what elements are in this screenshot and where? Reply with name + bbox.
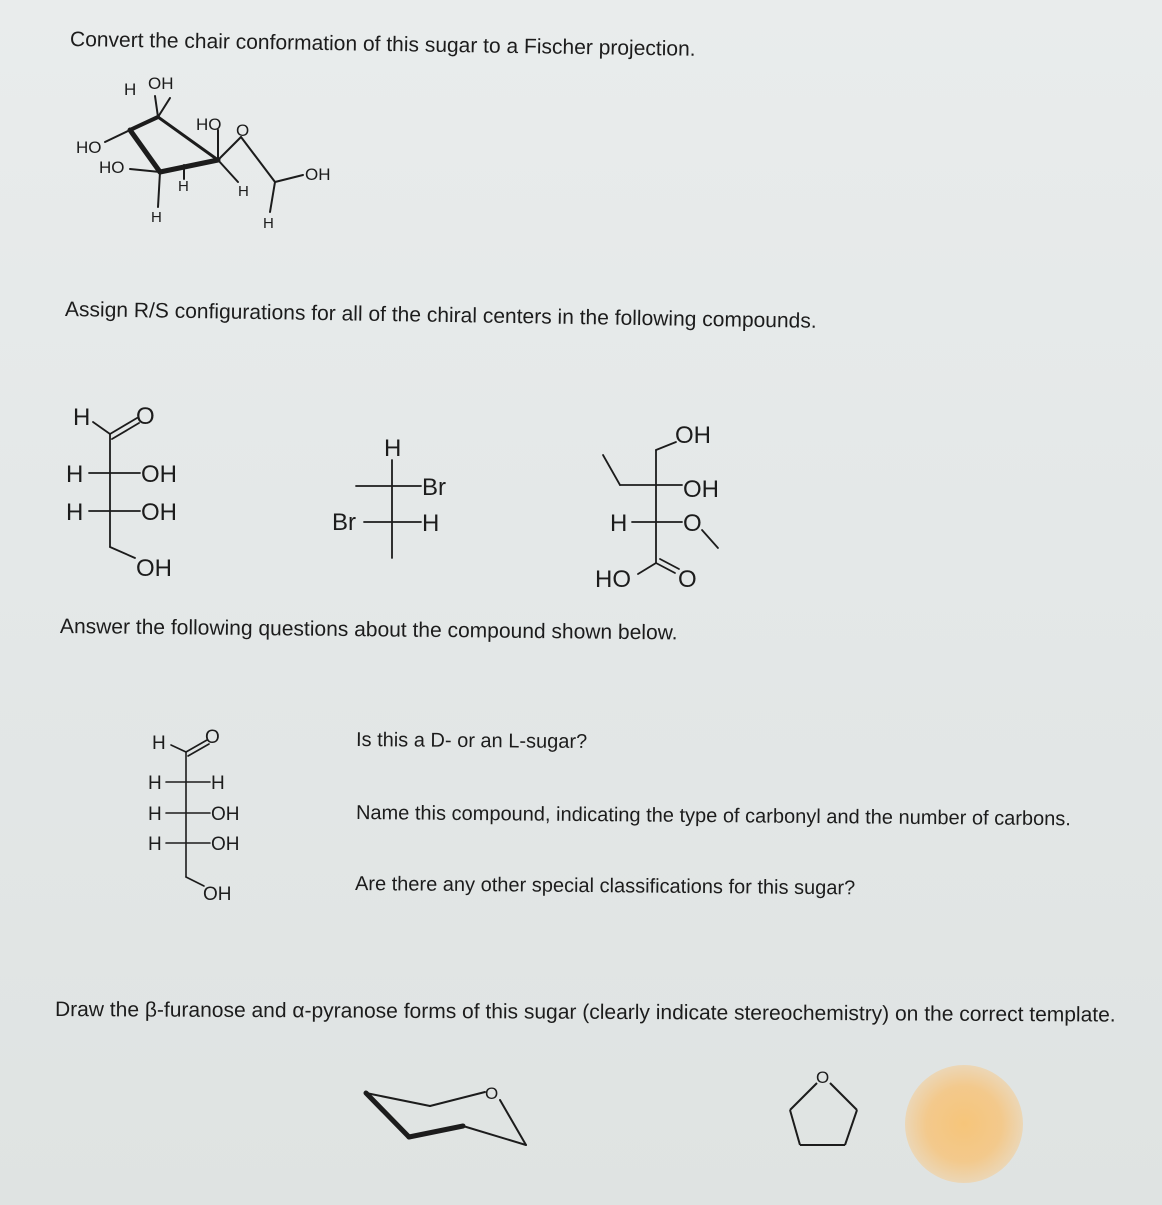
question-draw-furanose-pyranose: Draw the β-furanose and α-pyranose forms of this sugar (clearly indicate stereochemistry) on the correct template.	[54, 998, 1116, 1027]
compound3-oh-top: OH	[675, 422, 711, 449]
compound3-o-carbonyl: O	[678, 566, 697, 593]
fischer1-h1: H	[66, 461, 84, 488]
furanose-ring-template	[790, 1083, 857, 1145]
fischer1-oh2: OH	[141, 499, 177, 526]
subquestion-name-compound: Name this compound, indicating the type of carbonyl and the number of carbons.	[355, 802, 1071, 831]
light-glare	[905, 1065, 1023, 1183]
fischer2-br-left: Br	[332, 509, 356, 536]
compound3-o-ether: O	[683, 510, 702, 537]
chair-conformation	[105, 96, 303, 212]
fischer1-o-aldehyde: O	[136, 403, 155, 430]
fischer3-h2-left: H	[148, 804, 162, 825]
chair-oh-top: OH	[148, 74, 174, 93]
fischer3-h-aldehyde: H	[152, 733, 166, 754]
fischer1-oh1: OH	[141, 461, 177, 488]
fischer1-h-aldehyde: H	[73, 404, 91, 431]
chair-h-top: H	[124, 80, 137, 99]
chair-ho-mid: HO	[196, 115, 222, 134]
subquestion-d-or-l: Is this a D- or an L-sugar?	[355, 729, 588, 754]
fischer1-h2: H	[66, 499, 84, 526]
fischer2-h-top: H	[384, 435, 402, 462]
chair-ho-left2: HO	[99, 158, 125, 177]
chair-h-c4: H	[151, 209, 162, 226]
fischer2-h-right: H	[422, 510, 440, 537]
fischer3-oh3: OH	[211, 834, 240, 855]
question-rs-configurations: Assign R/S configurations for all of the chiral centers in the following compounds.	[64, 298, 817, 333]
fischer3-h3-left: H	[148, 834, 162, 855]
question-chair-to-fischer: Convert the chair conformation of this sugar to a Fischer projection.	[69, 28, 696, 61]
subquestion-special-classification: Are there any other special classifications for this sugar?	[354, 873, 856, 900]
fischer3-h1-left: H	[148, 773, 162, 794]
chair-h-c3: H	[238, 183, 249, 200]
fischer-projection-3	[166, 740, 210, 886]
chair-h-c2: H	[178, 178, 189, 195]
fischer2-br-right: Br	[422, 474, 446, 501]
pyranose-ring-o: O	[485, 1084, 499, 1103]
chair-ho-left: HO	[76, 138, 102, 157]
compound3-ho: HO	[595, 566, 631, 593]
fischer-projection-1	[89, 418, 140, 558]
compound3-h-left: H	[610, 510, 628, 537]
fischer1-oh-bottom: OH	[136, 555, 172, 582]
fischer3-h1-right: H	[211, 773, 225, 794]
pyranose-chair-template	[366, 1092, 526, 1145]
compound-3-structure	[603, 442, 718, 574]
compound3-oh-mid: OH	[683, 476, 719, 503]
fischer3-oh-bottom: OH	[203, 884, 232, 905]
chair-h-c5: H	[263, 215, 274, 232]
chair-oh-right: OH	[305, 165, 331, 184]
fischer-projection-2	[356, 460, 421, 558]
fischer3-o-aldehyde: O	[205, 727, 220, 748]
chair-ring-o: O	[236, 121, 250, 140]
fischer3-oh2: OH	[211, 804, 240, 825]
question-compound-questions: Answer the following questions about the compound shown below.	[59, 615, 678, 645]
furanose-ring-o: O	[816, 1068, 830, 1087]
